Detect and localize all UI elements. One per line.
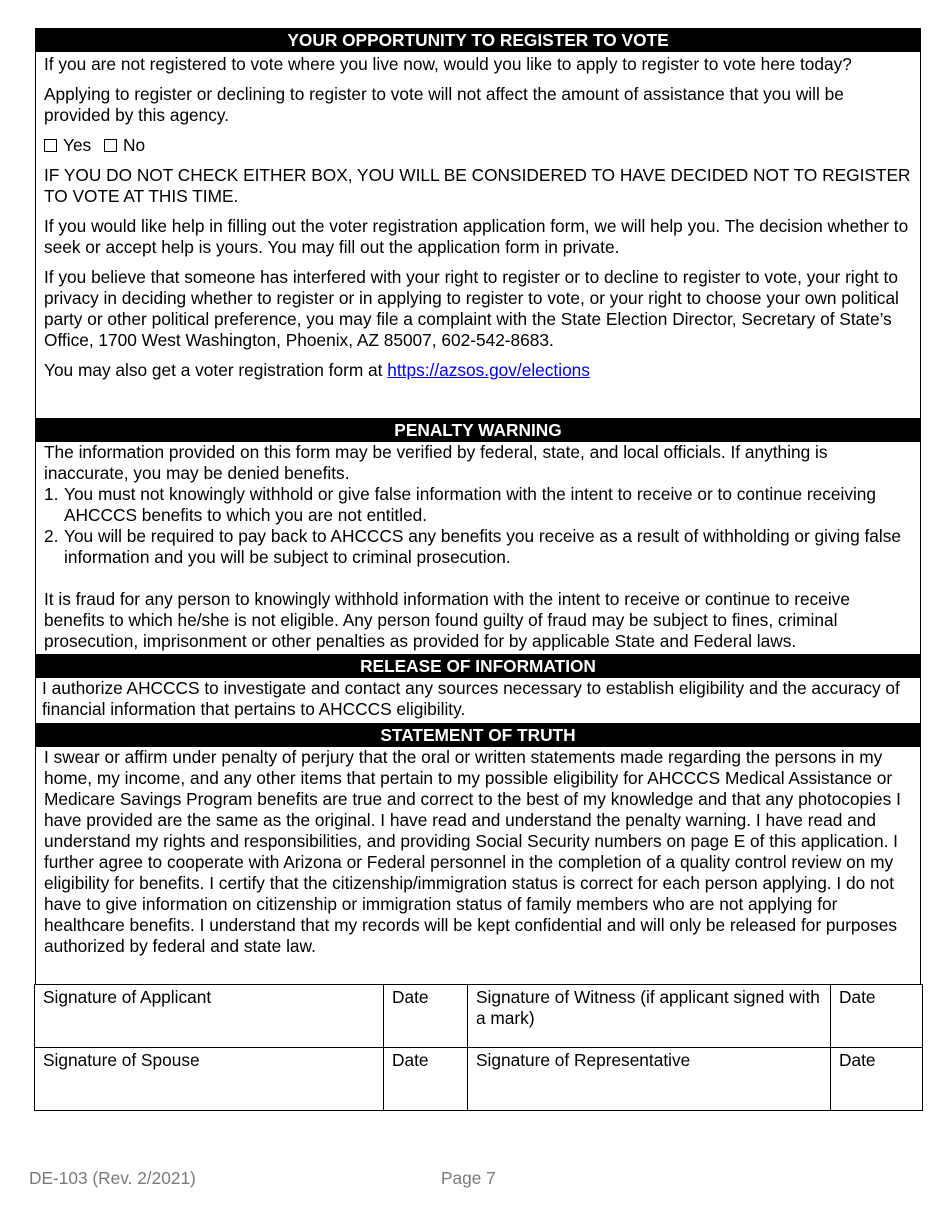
no-label: No bbox=[123, 135, 146, 155]
penalty-item-number: 1. bbox=[44, 484, 59, 504]
applicant-signature-field[interactable]: Signature of Applicant bbox=[35, 985, 384, 1048]
penalty-item-number: 2. bbox=[44, 526, 59, 546]
page-number: Page 7 bbox=[441, 1168, 496, 1188]
voter-section bbox=[35, 52, 921, 418]
penalty-item-text: You must not knowingly withhold or give false information with the intent to receive or to continue receiving AHCCCS benefits to which you are not entitled. bbox=[64, 484, 877, 525]
release-section-header: RELEASE OF INFORMATION bbox=[35, 654, 921, 678]
penalty-item bbox=[44, 526, 912, 568]
yes-option[interactable] bbox=[44, 135, 91, 156]
voter-form-line bbox=[44, 360, 912, 381]
no-checkbox[interactable] bbox=[104, 139, 117, 152]
voter-complaint-text: If you believe that someone has interfered with your right to register or to decline to register to vote, your right to privacy in deciding whether to register or in applying to register to vote, or your right to choose your own political party or other political preference, you may file a complaint with the State Election Director, Secretary of State’s Office, 1700 West Washington, Phoenix, AZ 85007, 602-542-8683. bbox=[44, 267, 899, 350]
voter-default-notice: IF YOU DO NOT CHECK EITHER BOX, YOU WILL BE CONSIDERED TO HAVE DECIDED NOT TO REGISTER TO VOTE AT THIS TIME. bbox=[44, 165, 911, 206]
representative-date-field[interactable]: Date bbox=[831, 1048, 923, 1111]
truth-text: I swear or affirm under penalty of perjury that the oral or written statements made regarding the persons in my home, my income, and any other items that pertain to my possible eligibility for AHCCCS Medical Assistance or Medicare Savings Program benefits are true and correct to the best of my knowledge and that any photocopies I have provided are the same as the original. I have read and understand the penalty warning. I have read and understand my rights and responsibilities, and providing Social Security numbers on page E of this application. I further agree to cooperate with Arizona or Federal personnel in the completion of a quality control review on my eligibility for benefits. I certify that the citizenship/immigration status is correct for each person applying. I do not have to give information on citizenship or immigration status of family members who are not applying for healthcare benefits. I understand that my records will be kept confidential and will only be released for purposes authorized by federal and state law. bbox=[44, 747, 901, 956]
applicant-date-field[interactable]: Date bbox=[384, 985, 468, 1048]
voter-question: If you are not registered to vote where you live now, would you like to apply to register to vote here today? bbox=[44, 54, 852, 74]
penalty-intro: The information provided on this form may be verified by federal, state, and local officials. If anything is inaccurate, you may be denied benefits. bbox=[44, 442, 828, 483]
signature-table bbox=[34, 984, 923, 1111]
signature-row bbox=[35, 1048, 923, 1111]
penalty-list bbox=[44, 484, 912, 568]
penalty-section bbox=[35, 442, 921, 654]
spouse-signature-field[interactable]: Signature of Spouse bbox=[35, 1048, 384, 1111]
witness-signature-field[interactable]: Signature of Witness (if applicant signed with a mark) bbox=[468, 985, 831, 1048]
truth-section bbox=[35, 747, 921, 984]
yes-label: Yes bbox=[63, 135, 92, 155]
form-page bbox=[35, 28, 921, 1111]
voter-help-text: If you would like help in filling out the voter registration application form, we will help you. The decision whether to seek or accept help is yours. You may fill out the application form in private. bbox=[44, 216, 909, 257]
release-text: I authorize AHCCCS to investigate and contact any sources necessary to establish eligibility and the accuracy of financial information that pertains to AHCCCS eligibility. bbox=[42, 678, 900, 719]
release-section bbox=[35, 678, 921, 723]
witness-date-field[interactable]: Date bbox=[831, 985, 923, 1048]
fraud-text: It is fraud for any person to knowingly withhold information with the intent to receive or continue to receive benefits to which he/she is not eligible. Any person found guilty of fraud may be subject to fines, criminal prosecution, imprisonment or other penalties as provided for by applicable State and Federal laws. bbox=[44, 589, 850, 651]
elections-link[interactable]: https://azsos.gov/elections bbox=[387, 360, 590, 380]
voter-section-header: YOUR OPPORTUNITY TO REGISTER TO VOTE bbox=[35, 28, 921, 52]
form-id: DE-103 (Rev. 2/2021) bbox=[29, 1168, 196, 1188]
voter-form-text: You may also get a voter registration form at bbox=[44, 360, 388, 380]
penalty-section-header: PENALTY WARNING bbox=[35, 418, 921, 442]
spouse-date-field[interactable]: Date bbox=[384, 1048, 468, 1111]
voter-assistance-note: Applying to register or declining to register to vote will not affect the amount of assistance that you will be provided by this agency. bbox=[44, 84, 844, 125]
penalty-item-text: You will be required to pay back to AHCCCS any benefits you receive as a result of withholding or giving false information and you will be subject to criminal prosecution. bbox=[64, 526, 902, 567]
representative-signature-field[interactable]: Signature of Representative bbox=[468, 1048, 831, 1111]
signature-row bbox=[35, 985, 923, 1048]
yes-checkbox[interactable] bbox=[44, 139, 57, 152]
penalty-item bbox=[44, 484, 912, 526]
truth-section-header: STATEMENT OF TRUTH bbox=[35, 723, 921, 747]
voter-choice-row bbox=[44, 135, 912, 156]
no-option[interactable] bbox=[104, 135, 145, 156]
